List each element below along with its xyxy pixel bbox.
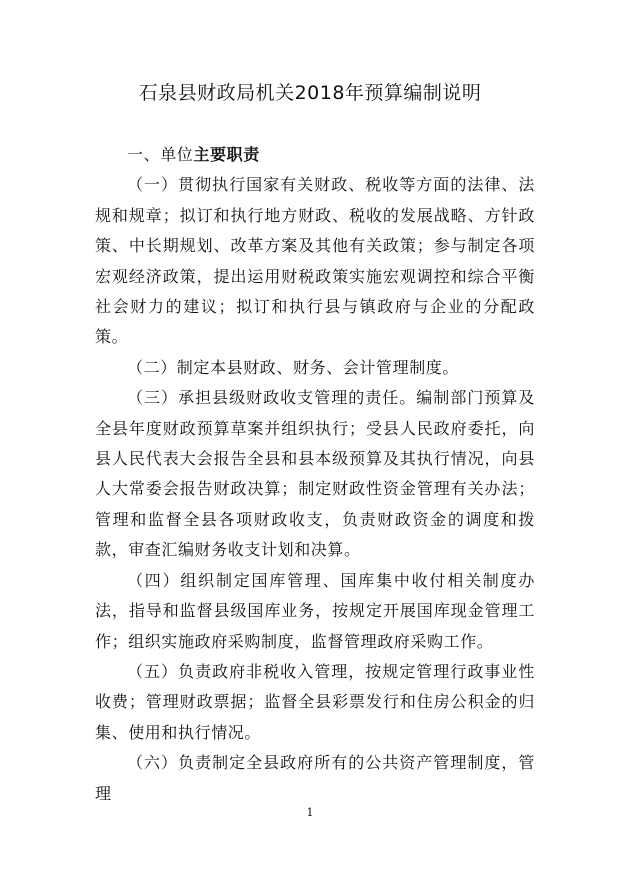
paragraph-1: （一）贯彻执行国家有关财政、税收等方面的法律、法规和规章；拟订和执行地方财政、税收的发展战略、方针政策、中长期规划、改革方案及其他有关政策；参与制定各项宏观经济政策，提出运用财税政策实施宏观调控和综合平衡社会财力的建议；拟订和执行县与镇政府与企业的分配政策。: [95, 175, 535, 347]
paragraph-6: （六）负责制定全县政府所有的公共资产管理制度，管理: [95, 753, 535, 803]
document-body: [95, 140, 535, 809]
paragraph-3: （三）承担县级财政收支管理的责任。编制部门预算及全县年度财政预算草案并组织执行；受县人民政府委托，向县人民代表大会报告全县和县本级预算及其执行情况，向县人大常委会报告财政决算；制定财政性资金管理有关办法；管理和监督全县各项财政收支，负责财政资金的调度和拨款，审查汇编财务收支计划和决算。: [95, 388, 535, 560]
paragraph-4: （四）组织制定国库管理、国库集中收付相关制度办法，指导和监督县级国库业务，按规定开展国库现金管理工作；组织实施政府采购制度，监督管理政府采购工作。: [95, 570, 535, 651]
document-title: 石泉县财政局机关2018年预算编制说明: [138, 82, 482, 104]
section-heading: [95, 140, 535, 170]
paragraph-5: （五）负责政府非税收入管理，按规定管理行政事业性收费；管理财政票据；监督全县彩票发行和住房公积金的归集、使用和执行情况。: [95, 661, 535, 742]
page-number: 1: [306, 806, 314, 819]
section-heading-prefix: 一、单位: [127, 145, 194, 164]
section-heading-bold: 主要职责: [193, 145, 260, 164]
paragraph-2: （二）制定本县财政、财务、会计管理制度。: [127, 357, 460, 377]
